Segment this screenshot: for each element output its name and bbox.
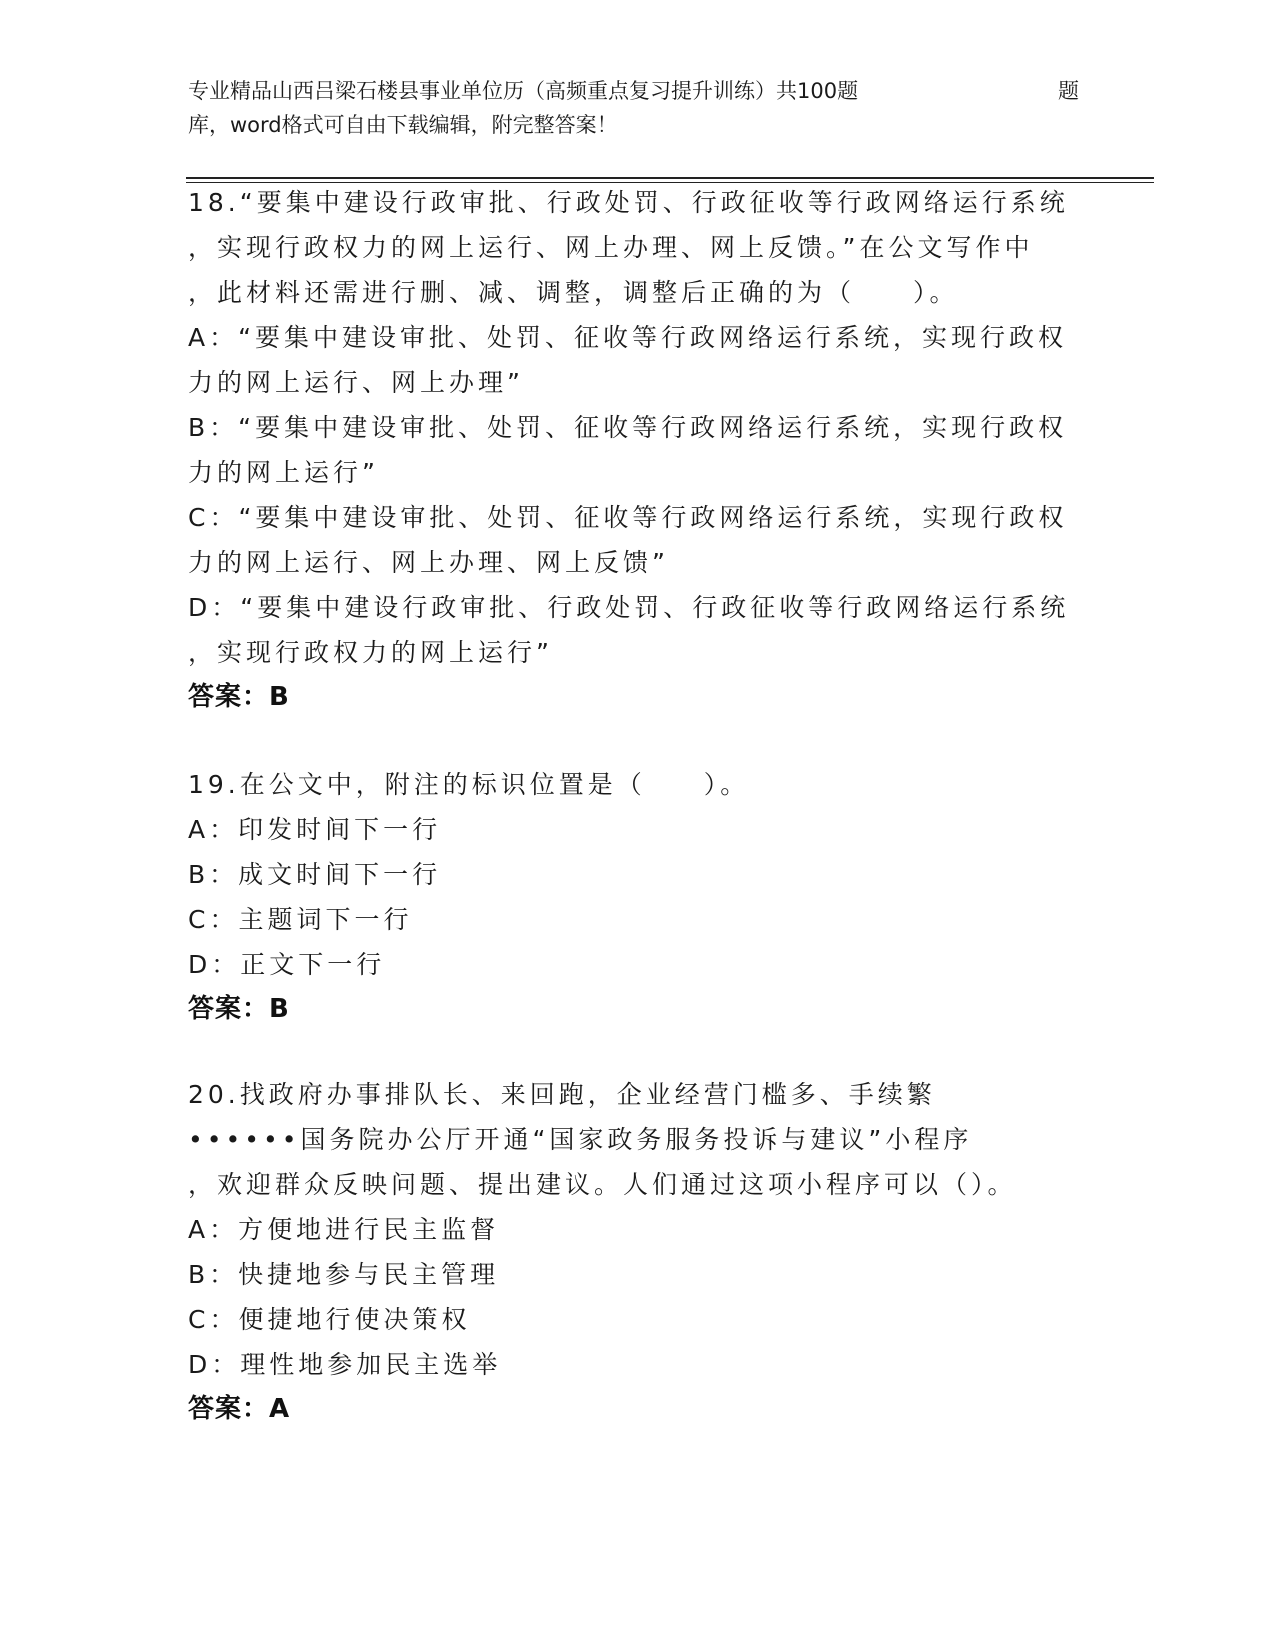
question-stem-line: ，欢迎群众反映问题、提出建议。人们通过这项小程序可以（）。 [188,1170,1017,1199]
option-c: C：“要集中建设审批、处罚、征收等行政网络运行系统，实现行政权 [188,503,1068,532]
header-rule-thick [186,177,1154,179]
question-stem-line: 19.在公文中，附注的标识位置是（ ）。 [188,770,750,799]
option-a: A：“要集中建设审批、处罚、征收等行政网络运行系统，实现行政权 [188,323,1068,352]
question-stem-line: 18.“要集中建设行政审批、行政处罚、行政征收等行政网络运行系统 [188,188,1069,217]
option-d: D：正文下一行 [188,950,386,979]
question-stem-line: ••••••国务院办公厅开通“国家政务服务投诉与建议”小程序 [188,1125,973,1154]
option-b: B：成文时间下一行 [188,860,442,889]
option-a-continued: 力的网上运行、网上办理” [188,368,524,397]
question-20 [188,1072,1088,1432]
header-line-1 [188,74,1088,108]
option-a: A：印发时间下一行 [188,815,442,844]
question-stem-line: ，此材料还需进行删、减、调整，调整后正确的为（ ）。 [188,278,959,307]
question-19 [188,762,1088,1032]
option-c: C：主题词下一行 [188,905,413,934]
document-header [188,74,1088,142]
option-b-continued: 力的网上运行” [188,458,379,487]
option-d: D：理性地参加民主选举 [188,1350,502,1379]
question-stem-line: ，实现行政权力的网上运行、网上办理、网上反馈。”在公文写作中 [188,233,1034,262]
header-title-tail: 题 [1058,79,1079,103]
option-b: B：“要集中建设审批、处罚、征收等行政网络运行系统，实现行政权 [188,413,1068,442]
header-title: 专业精品山西吕梁石楼县事业单位历（高频重点复习提升训练）共100题 [188,79,859,103]
answer-label: 答案：B [188,994,290,1024]
option-b: B：快捷地参与民主管理 [188,1260,500,1289]
header-line-2: 库，word格式可自由下载编辑，附完整答案！ [188,113,618,137]
option-d-continued: ，实现行政权力的网上运行” [188,638,553,667]
option-a: A：方便地进行民主监督 [188,1215,500,1244]
option-c-continued: 力的网上运行、网上办理、网上反馈” [188,548,669,577]
option-c: C：便捷地行使决策权 [188,1305,471,1334]
answer-label: 答案：B [188,682,290,712]
option-d: D：“要集中建设行政审批、行政处罚、行政征收等行政网络运行系统 [188,593,1070,622]
question-stem-line: 20.找政府办事排队长、来回跑，企业经营门槛多、手续繁 [188,1080,936,1109]
answer-label: 答案：A [188,1394,291,1424]
question-18 [188,180,1088,720]
